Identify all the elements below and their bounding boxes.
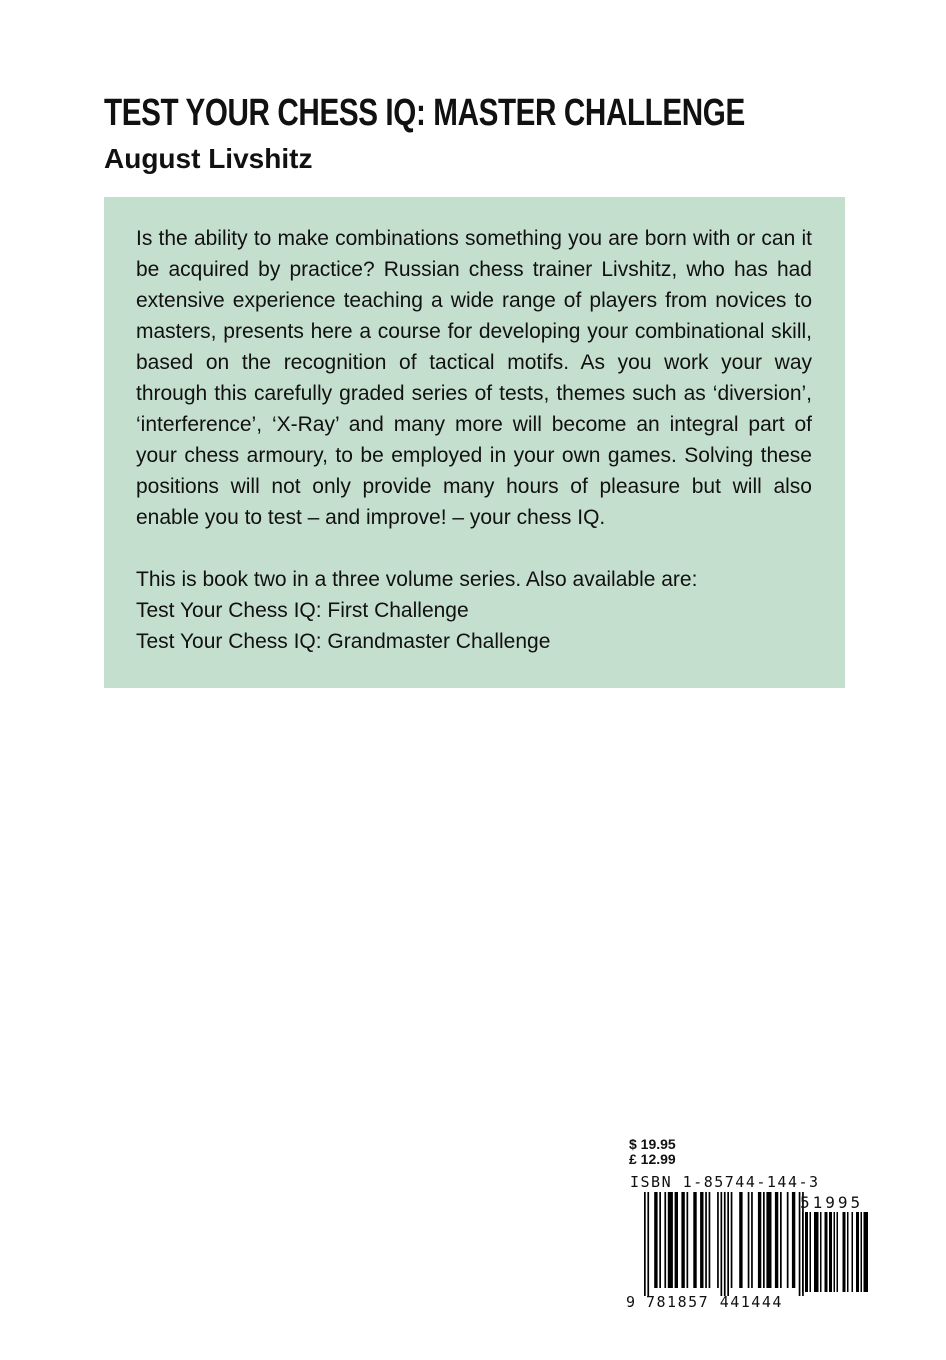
barcode-bar <box>664 1192 666 1288</box>
barcode-bar <box>659 1192 661 1288</box>
price-gbp: £ 12.99 <box>629 1151 676 1167</box>
barcode-bar <box>647 1192 649 1296</box>
barcode-bar <box>700 1192 703 1288</box>
barcode-bar <box>739 1192 742 1288</box>
barcode-ean-digits: 781857 441444 <box>646 1293 783 1311</box>
barcode-bar <box>693 1192 696 1288</box>
barcode-bar <box>709 1192 711 1288</box>
barcode-bar <box>847 1212 849 1292</box>
barcode-bar <box>843 1212 846 1292</box>
barcode-bar <box>780 1192 782 1288</box>
barcode-bar <box>766 1192 771 1288</box>
series-book-first: Test Your Chess IQ: First Challenge <box>136 599 469 622</box>
barcode-bar <box>864 1212 869 1292</box>
barcode-ean-lead-digit: 9 <box>626 1293 636 1311</box>
barcode-bar <box>724 1192 726 1296</box>
barcode-bar <box>814 1212 819 1292</box>
barcode-bar <box>810 1212 812 1292</box>
barcode-bar <box>731 1192 733 1288</box>
blurb-paragraph: Is the ability to make combinations something you are born with or can it be acquired by practice? Russian chess trainer Livshitz, who has had extensive experience teaching a wide range of players from novices to masters, presents here a course for developing your combinational skill, based on the recognition of tactical motifs. As you work your way through this carefully graded series of tests, themes such as ‘diversion’, ‘interference’, ‘X-Ray’ and many more will become an integral part of your chess armoury, to be employed in your own games. Solving these positions will not only provide many hours of pleasure but will also enable you to test – and improve! – your chess IQ. <box>136 227 812 529</box>
barcode-bar <box>727 1192 729 1296</box>
price-usd: $ 19.95 <box>629 1136 676 1152</box>
barcode-addon-number: 51995 <box>800 1193 864 1212</box>
price-block <box>629 1137 676 1167</box>
barcode-bar <box>852 1212 854 1292</box>
series-intro: This is book two in a three volume series. Also available are: <box>136 568 698 591</box>
series-book-grandmaster: Test Your Chess IQ: Grandmaster Challenge <box>136 630 551 653</box>
barcode-bar <box>687 1192 689 1288</box>
isbn-label: ISBN 1-85744-144-3 <box>630 1173 820 1191</box>
barcode-bar <box>654 1192 657 1288</box>
barcode-bar <box>829 1212 832 1292</box>
barcode-bar <box>820 1212 822 1292</box>
barcode-bar <box>805 1212 808 1292</box>
barcode-bar <box>748 1192 750 1288</box>
barcode-bar <box>792 1192 795 1288</box>
barcode-bar <box>825 1212 828 1292</box>
series-info <box>136 564 812 657</box>
barcode-bar <box>775 1192 778 1288</box>
barcode-bar <box>758 1192 761 1288</box>
barcode-bar <box>705 1192 707 1288</box>
barcode-bar <box>802 1212 804 1292</box>
barcode-bar <box>751 1192 753 1288</box>
barcode-bar <box>644 1192 646 1296</box>
barcode-bar <box>834 1212 836 1292</box>
barcode-bar <box>721 1192 723 1296</box>
book-title: TEST YOUR CHESS IQ: MASTER CHALLENGE <box>104 92 745 134</box>
barcode-bar <box>717 1192 719 1288</box>
barcode-bar <box>668 1192 673 1288</box>
author-name: August Livshitz <box>104 143 313 174</box>
barcode-bar <box>787 1192 789 1288</box>
barcode-bar <box>837 1212 839 1292</box>
barcode-bar <box>681 1192 684 1288</box>
blurb-box <box>104 197 845 688</box>
barcode-bar <box>861 1212 863 1292</box>
barcode-bar <box>856 1212 859 1292</box>
barcode-bar <box>763 1192 765 1288</box>
barcode-bar <box>675 1192 678 1288</box>
